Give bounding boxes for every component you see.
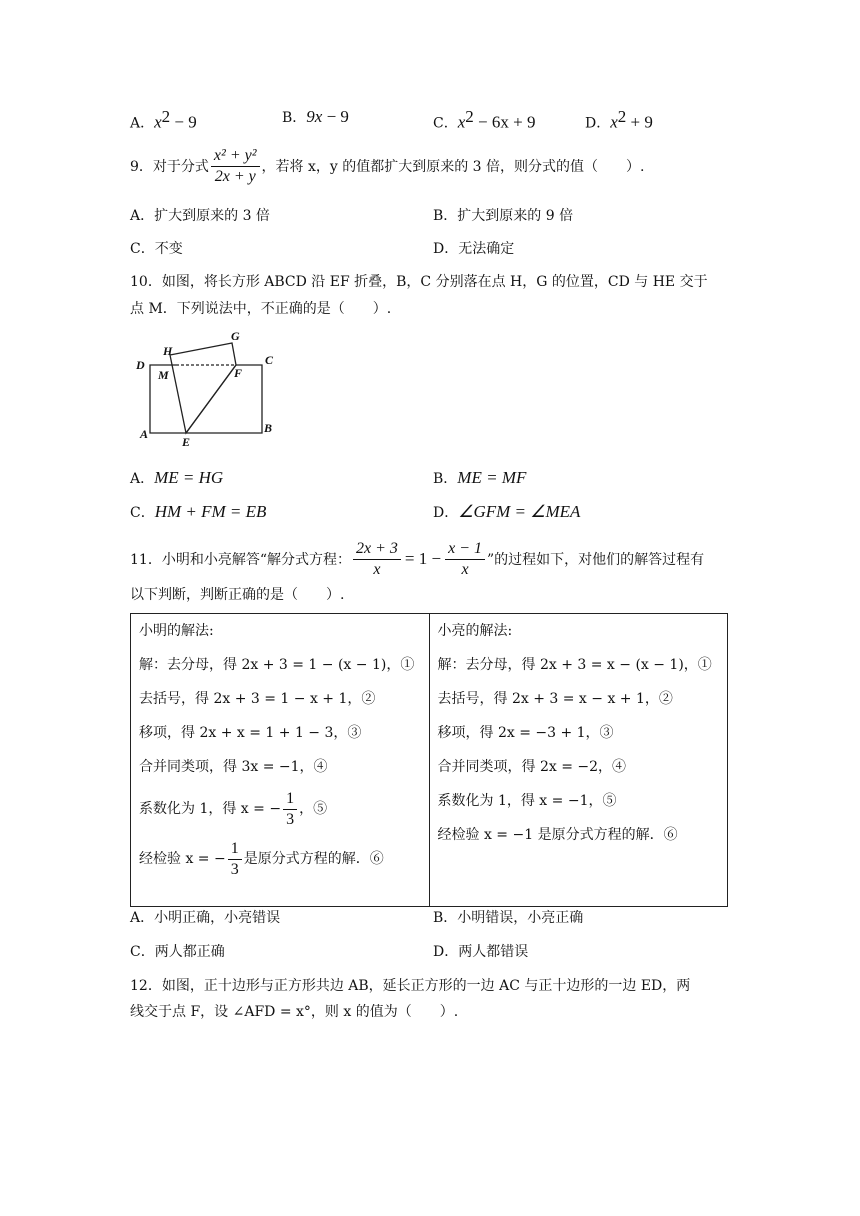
q9-option-a: A．扩大到原来的 3 倍 (130, 208, 270, 224)
xiaoming-step-4: 合并同类项，得 3x = −1，④ (139, 759, 328, 775)
xiaoming-title: 小明的解法: (139, 623, 214, 639)
q11-fraction-right: $\frac{x - 1}{x}$ (445, 540, 485, 579)
q8-option-d: D．$x^2 + 9$ (585, 107, 653, 132)
q10-option-d: D．∠GFM = ∠MEA (433, 502, 581, 521)
xiaoming-step-6: 经检验 x = − $\frac{1}{3}$ 是原分式方程的解．⑥ (139, 839, 384, 878)
q9-option-b: B．扩大到原来的 9 倍 (433, 208, 574, 224)
xiaoming-column (131, 614, 430, 907)
xiaoliang-step-2: 去括号，得 2x + 3 = x − x + 1，② (437, 691, 673, 707)
label-d: D (136, 358, 145, 372)
q11-option-d: D．两人都错误 (433, 944, 529, 960)
q11-option-a: A．小明正确，小亮错误 (130, 910, 281, 926)
label-a: A (140, 427, 149, 441)
q11-stem-line1: 11．小明和小亮解答“解分式方程： $\frac{2x + 3}{x}$ = 1 − $\frac{x - 1}{x}$ ”的过程如下，对他们的解答过程有 (130, 539, 705, 578)
xiaoliang-step-6: 经检验 x = −1 是原分式方程的解．⑥ (437, 827, 678, 843)
label-g: G (231, 329, 240, 343)
q12-stem-line2: 线交于点 F，设 ∠AFD = x°，则 x 的值为（ ）. (130, 1004, 459, 1020)
label-e: E (182, 435, 191, 449)
q8-option-c: C．$x^2 - 6x + 9$ (433, 107, 536, 132)
q10-option-a: A．ME = HG (130, 468, 224, 487)
xiaoliang-step-5: 系数化为 1，得 x = −1，⑤ (437, 793, 617, 809)
q11-stem-line2: 以下判断，判断正确的是（ ）. (130, 587, 345, 603)
label-b: B (264, 421, 273, 435)
xiaoming-step-3: 移项，得 2x + x = 1 + 1 − 3，③ (139, 725, 362, 741)
q9-option-d: D．无法确定 (433, 241, 515, 257)
q8-option-b: B．9x − 9 (282, 107, 349, 126)
xiaoming-step-2: 去括号，得 2x + 3 = 1 − x + 1，② (139, 691, 376, 707)
xiaoliang-column (429, 614, 728, 907)
q9-stem: 9．对于分式 $\frac{\text{x² + y²}}{2x + y}$ ，若将 x，y 的值都扩大到原来的 3 倍，则分式的值（ ）. (130, 146, 645, 185)
fold-line-ef (186, 365, 236, 433)
xiaoliang-step-4: 合并同类项，得 2x = −2，④ (437, 759, 627, 775)
q10-figure (130, 325, 290, 455)
q10-option-b: B．ME = MF (433, 468, 527, 487)
label-c: C (265, 353, 274, 367)
xiaoming-step-5: 系数化为 1，得 x = − $\frac{1}{3}$ ，⑤ (139, 789, 328, 828)
q9-option-c: C．不变 (130, 241, 183, 257)
folded-part (170, 343, 236, 433)
q10-option-c: C．HM + FM = EB (130, 502, 267, 521)
q11-option-b: B．小明错误，小亮正确 (433, 910, 584, 926)
q11-option-c: C．两人都正确 (130, 944, 225, 960)
xiaoliang-title: 小亮的解法: (437, 623, 513, 639)
q9-fraction: $\frac{\text{x² + y²}}{2x + y}$ (211, 147, 260, 186)
q11-fraction-left: $\frac{2x + 3}{x}$ (353, 540, 401, 579)
q10-stem-line1: 10．如图，将长方形 ABCD 沿 EF 折叠，B，C 分别落在点 H，G 的位置，CD 与 HE 交于 (130, 274, 708, 290)
xiaoming-step-1: 解：去分母，得 2x + 3 = 1 − (x − 1)，① (139, 657, 415, 673)
q12-stem-line1: 12．如图，正十边形与正方形共边 AB，延长正方形的一边 AC 与正十边形的一边 ED，两 (130, 978, 691, 994)
q10-stem-line2: 点 M．下列说法中，不正确的是（ ）. (130, 301, 392, 317)
q11-solution-table (130, 613, 728, 907)
label-m: M (158, 368, 169, 382)
xiaoliang-step-3: 移项，得 2x = −3 + 1，③ (437, 725, 614, 741)
q8-option-a: A．$x^2 - 9$ (130, 107, 197, 132)
label-h: H (163, 344, 173, 358)
xiaoliang-step-1: 解：去分母，得 2x + 3 = x − (x − 1)，① (437, 657, 712, 673)
label-f: F (234, 366, 243, 380)
